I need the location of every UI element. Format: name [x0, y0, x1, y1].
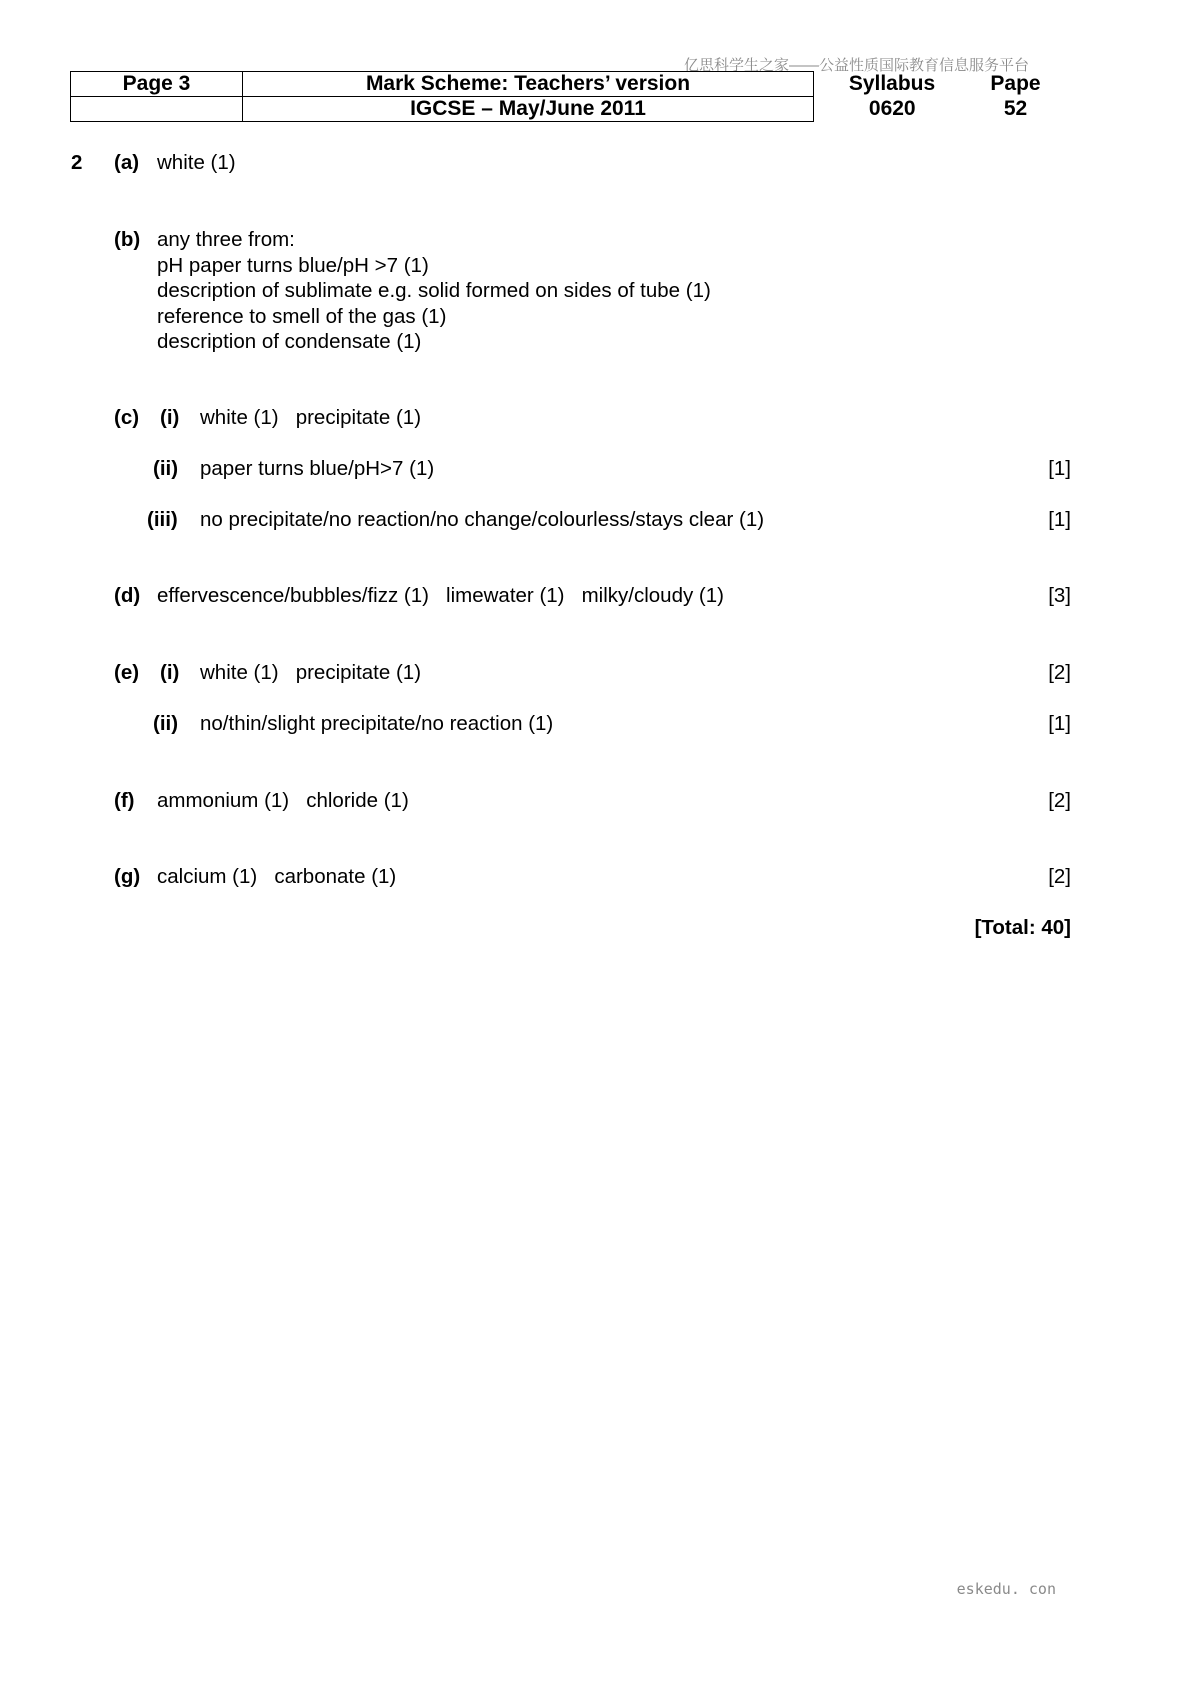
- part-c-iii-label: (iii): [147, 508, 178, 531]
- part-c-i-answer: white (1) precipitate (1): [200, 406, 422, 429]
- part-e-i-mark: [2]: [1048, 661, 1071, 684]
- part-c-iii-answer: no precipitate/no reaction/no change/colourless/stays clear (1): [200, 508, 765, 531]
- part-b-label: (b): [114, 228, 141, 251]
- part-g-label: (g): [114, 865, 141, 888]
- part-b-line: description of sublimate e.g. solid formed on sides of tube (1): [157, 279, 711, 302]
- question-number: 2: [71, 151, 83, 174]
- header-syllabus-value: 0620: [868, 97, 916, 120]
- part-c-i-label: (i): [160, 406, 180, 429]
- header-paper-value: 52: [1003, 97, 1028, 120]
- part-g-answer: calcium (1) carbonate (1): [157, 865, 397, 888]
- part-f-answer: ammonium (1) chloride (1): [157, 789, 409, 812]
- header-syllabus-label: Syllabus: [848, 72, 936, 95]
- header-table: [70, 71, 1061, 122]
- header-subtitle: IGCSE – May/June 2011: [243, 97, 814, 122]
- part-e-label: (e): [114, 661, 140, 684]
- part-f-label: (f): [114, 789, 135, 812]
- part-d-label: (d): [114, 584, 141, 607]
- part-d-mark: [3]: [1048, 584, 1071, 607]
- part-f-mark: [2]: [1048, 789, 1071, 812]
- header-row-2: [71, 97, 1061, 122]
- part-a-label: (a): [114, 151, 140, 174]
- part-c-ii-answer: paper turns blue/pH>7 (1): [200, 457, 435, 480]
- part-c-label: (c): [114, 406, 140, 429]
- part-b-line: any three from:: [157, 228, 295, 251]
- part-a-answer: white (1): [157, 151, 236, 174]
- watermark-text: 亿思科学生之家——公益性质国际教育信息服务平台: [684, 57, 1030, 74]
- part-e-ii-label: (ii): [153, 712, 179, 735]
- part-b-line: reference to smell of the gas (1): [157, 304, 447, 328]
- header-empty-cell: [71, 97, 243, 122]
- part-c-ii-label: (ii): [153, 457, 179, 480]
- part-e-i-label: (i): [160, 661, 180, 684]
- header-title: Mark Scheme: Teachers’ version: [243, 72, 814, 97]
- footer-site-text: eskedu. con: [956, 1580, 1056, 1598]
- part-e-ii-mark: [1]: [1048, 712, 1071, 735]
- part-g-mark: [2]: [1048, 865, 1071, 888]
- part-c-ii-mark: [1]: [1048, 457, 1071, 480]
- total-marks: [Total: 40]: [974, 916, 1071, 939]
- part-c-iii-mark: [1]: [1048, 508, 1071, 531]
- part-e-ii-answer: no/thin/slight precipitate/no reaction (1): [200, 712, 554, 735]
- part-b-line: description of condensate (1): [157, 330, 422, 353]
- part-e-i-answer: white (1) precipitate (1): [200, 661, 422, 684]
- header-paper-label: Pape: [990, 72, 1041, 95]
- part-b-line: pH paper turns blue/pH >7 (1): [157, 253, 429, 277]
- header-page: Page 3: [71, 72, 243, 97]
- part-d-answer: effervescence/bubbles/fizz (1) limewater (1) milky/cloudy (1): [157, 584, 724, 607]
- header-row-1: [71, 72, 1061, 97]
